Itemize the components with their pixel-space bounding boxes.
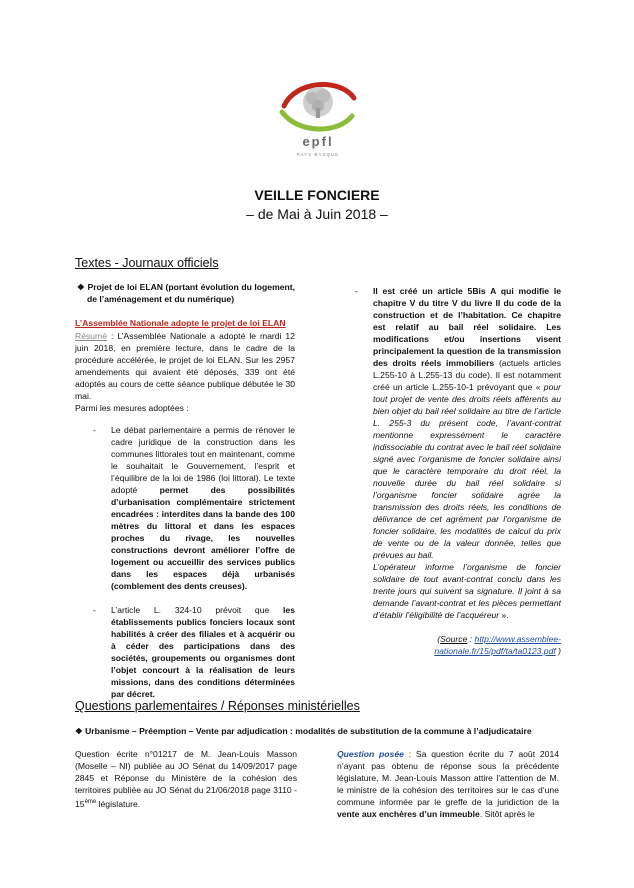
resume-label: Résumé bbox=[75, 331, 107, 341]
bullet-epfl: - L’article L. 324-10 prévoit que les établissements publics fonciers locaux sont habilités à créer des filiales et à acquérir ou à céder des participations dans des sociétés, groupements ou organismes dont l’objet concourt à la réalisation de leurs missions, dans des conditions déterminées par décret. bbox=[93, 605, 295, 699]
question-reference-text bbox=[75, 748, 297, 810]
bullet-littoral-bold: permet des possibilités d’urbanisation complémentaire strictement encadrées : interdites dans la bande des 100 mètres du littoral et dans les espaces proches du rivage, les nouvelles constructions devront améliorer l’offre de logement ou accueillir des services publics dans les espaces déjà urbanisés (comblement des dents creuses). bbox=[111, 485, 295, 591]
source-line: (Source : http://www.assemblee-nationale.fr/15/pdf/ta/ta0123.pdf ) bbox=[434, 634, 561, 656]
left-column bbox=[75, 281, 295, 700]
page-subtitle: – de Mai à Juin 2018 – bbox=[246, 206, 388, 222]
bullet-littoral-plain: Le débat parlementaire a permis de rénover le cadre juridique de la construction dans les communes littorales tout en maintenant, comme le souhaitait le Gouvernement, l’esprit et l’équilibre de la loi de 1986 (loi littoral). Le texte adopté bbox=[111, 425, 295, 495]
brs-plain: (actuels articles L.255-10 à L.255-13 du code). Il est notamment créé un article L.255-10-1 prévoyant que « bbox=[373, 358, 561, 392]
page-title: VEILLE FONCIERE bbox=[254, 187, 380, 203]
bullet-epfl-text bbox=[111, 604, 295, 700]
section-heading-journaux: Textes - Journaux officiels bbox=[75, 256, 219, 270]
source-label: Source bbox=[440, 634, 468, 644]
question-ref-end: législature. bbox=[96, 798, 141, 809]
measures-intro: Parmi les mesures adoptées : bbox=[75, 403, 189, 413]
right-column bbox=[355, 285, 561, 657]
headline-elan: L’Assemblée Nationale adopte le projet de loi ELAN bbox=[75, 318, 286, 328]
topic-elan: ❖ Projet de loi ELAN (portant évolution du logement, de l’aménagement et du numérique) bbox=[77, 282, 296, 304]
bullet-brs: - Il est créé un article 5Bis A qui modifie le chapitre V du titre V du livre II du code de la construction et de l’habitation. Ce chapitre est relatif au bail réel solidaire. Les modifications et/ou insertions visent principalement la question de la transmission des droits réels immobiliers (actuels articles L.255-10 à L.255-13 du code). Il est notamment créé un article L.255-10-1 prévoyant que « pour tout projet de vente des droits réels afférents au bien objet du bail réel solidaire au titre de l’article L. 255-3 du présent code, l’avant-contrat mentionne expressément le caractère indissociable du contrat avec le bail réel solidaire signé avec l’organisme de foncier solidaire ainsi que le caractère temporaire du droit réel, la nouvelle durée du bail réel solidaire si l’organisme foncier solidaire agrée la transmission des droits réels, les conditions de délivrance de cet agrément par l’organisme de foncier solidaire, les modalités de calcul du prix de vente ou de la valeur donnée, telles que prévues au bail. L’opérateur informe l’organisme de foncier solidaire de tout avant-contrat conclu dans les trente jours qui suivent sa signature. Il joint à sa demande l’avant-contrat et les pièces permettant d’établir l’éligibilité de l’acquéreur ». bbox=[355, 286, 561, 620]
question-body bbox=[337, 748, 559, 820]
resume-paragraph bbox=[75, 330, 295, 402]
question-topic: ❖ Urbanisme – Préemption – Vente par adjudication : modalités de substitution de la commune à l’adjudicataire bbox=[75, 726, 532, 736]
question-body-text bbox=[337, 748, 559, 820]
question-body-plain: : Sa question écrite du 7 août 2014 n’ayant pas obtenu de réponse sous la précédente législature, M. Jean-Louis Masson attire l’attention de M. le ministre de la cohésion des territoires sur le cas d’une commune informée par le greffe de la juridiction de la bbox=[337, 749, 560, 807]
topic-elan-text: Projet de loi ELAN (portant évolution du logement, de l’aménagement et du numérique) bbox=[87, 282, 296, 304]
question-posee-label: Question posée bbox=[337, 749, 404, 759]
section-heading-questions: Questions parlementaires / Réponses ministérielles bbox=[75, 699, 360, 713]
bullet-brs-text bbox=[373, 285, 561, 561]
brs-quote-2 bbox=[373, 561, 561, 621]
question-body-tail: . Sitôt après le bbox=[479, 809, 535, 819]
source-separator: : bbox=[467, 634, 475, 644]
question-reference bbox=[75, 748, 297, 810]
question-ref-main: Question écrite n°01217 de M. Jean-Louis Masson (Moselle – NI) publiée au JO Sénat du 14/09/2017 page 2845 et Réponse du Ministère de la cohésion des territoires publiée au JO Sénat du 21/06/2018 page 3110 - 15 bbox=[75, 749, 297, 809]
resume-text: : L’Assemblée Nationale a adopté le mardi 12 juin 2018, en première lecture, dans le cadre de la procédure accélérée, le projet de loi ELAN. Sur les 2957 amendements qui avaient été déposés, 339 ont été adoptés au cours de cette séance publique débutée le 30 mai. bbox=[75, 331, 295, 401]
bullet-epfl-plain: L’article L. 324-10 prévoit que bbox=[111, 605, 284, 615]
bullet-littoral-text bbox=[111, 424, 295, 592]
epfl-logo bbox=[278, 72, 358, 164]
question-ref-sup: ème bbox=[84, 799, 97, 805]
source-link[interactable]: http://www.assemblee-nationale.fr/15/pdf/ta/ta0123.pdf bbox=[434, 634, 561, 656]
question-body-bold: vente aux enchères d’un immeuble bbox=[337, 809, 480, 819]
bullet-littoral: - Le débat parlementaire a permis de rénover le cadre juridique de la construction dans les communes littorales tout en maintenant, comme le souhaitait le Gouvernement, l’esprit et l’équilibre de la loi de 1986 (loi littoral). Le texte adopté permet des possibilités d’urbanisation complémentaire strictement encadrées : interdites dans la bande des 100 mètres du littoral et dans les espaces proches du rivage, les nouvelles constructions devront améliorer l’offre de logement ou accueillir des services publics dans les espaces déjà urbanisés (comblement des dents creuses). bbox=[93, 425, 295, 591]
brs-bold: Il est créé un article 5Bis A qui modifie le chapitre V du titre V du livre II du code de la construction et de l’habitation. Ce chapitre est relatif au bail réel solidaire. Les modifications et/ou insertions visent principalement la question de la transmission des droits réels immobiliers bbox=[373, 286, 561, 368]
source-end: ) bbox=[555, 646, 561, 656]
logo-word: epfl bbox=[302, 134, 334, 149]
brs-quote: pour tout projet de vente des droits réels afférents au bien objet du bail réel solidaire au titre de l’article L. 255-3 du présent code, l’avant-contrat mentionne expressément le caractère indissociable du contrat avec le bail réel solidaire signé avec l’organisme de foncier solidaire ainsi que le caractère temporaire du droit réel, la nouvelle durée du bail réel solidaire si l’organisme foncier solidaire agrée la transmission des droits réels, les conditions de délivrance de cet agrément par l’organisme de foncier solidaire, les modalités de calcul du prix de vente ou de la valeur donnée, telles que prévues au bail. bbox=[373, 382, 561, 560]
brs-quote-end: ». bbox=[499, 610, 509, 620]
question-topic-text: Urbanisme – Préemption – Vente par adjudication : modalités de substitution de la commune à l’adjudicataire bbox=[85, 726, 532, 736]
brs-quote-2-text: L’opérateur informe l’organisme de foncier solidaire de tout avant-contrat conclu dans les trente jours qui suivent sa signature. Il joint à sa demande l’avant-contrat et les pièces permettant d’établir l’éligibilité de l’acquéreur bbox=[373, 562, 561, 620]
bullet-epfl-bold: les établissements publics fonciers locaux sont habilités à créer des filiales et à acquérir ou à céder des participations dans des sociétés, groupements ou organismes dont l’objet concourt à la réalisation de leurs missions, dans des conditions déterminées par décret. bbox=[111, 605, 295, 699]
logo-subtitle: PAYS BASQUE bbox=[296, 152, 340, 157]
